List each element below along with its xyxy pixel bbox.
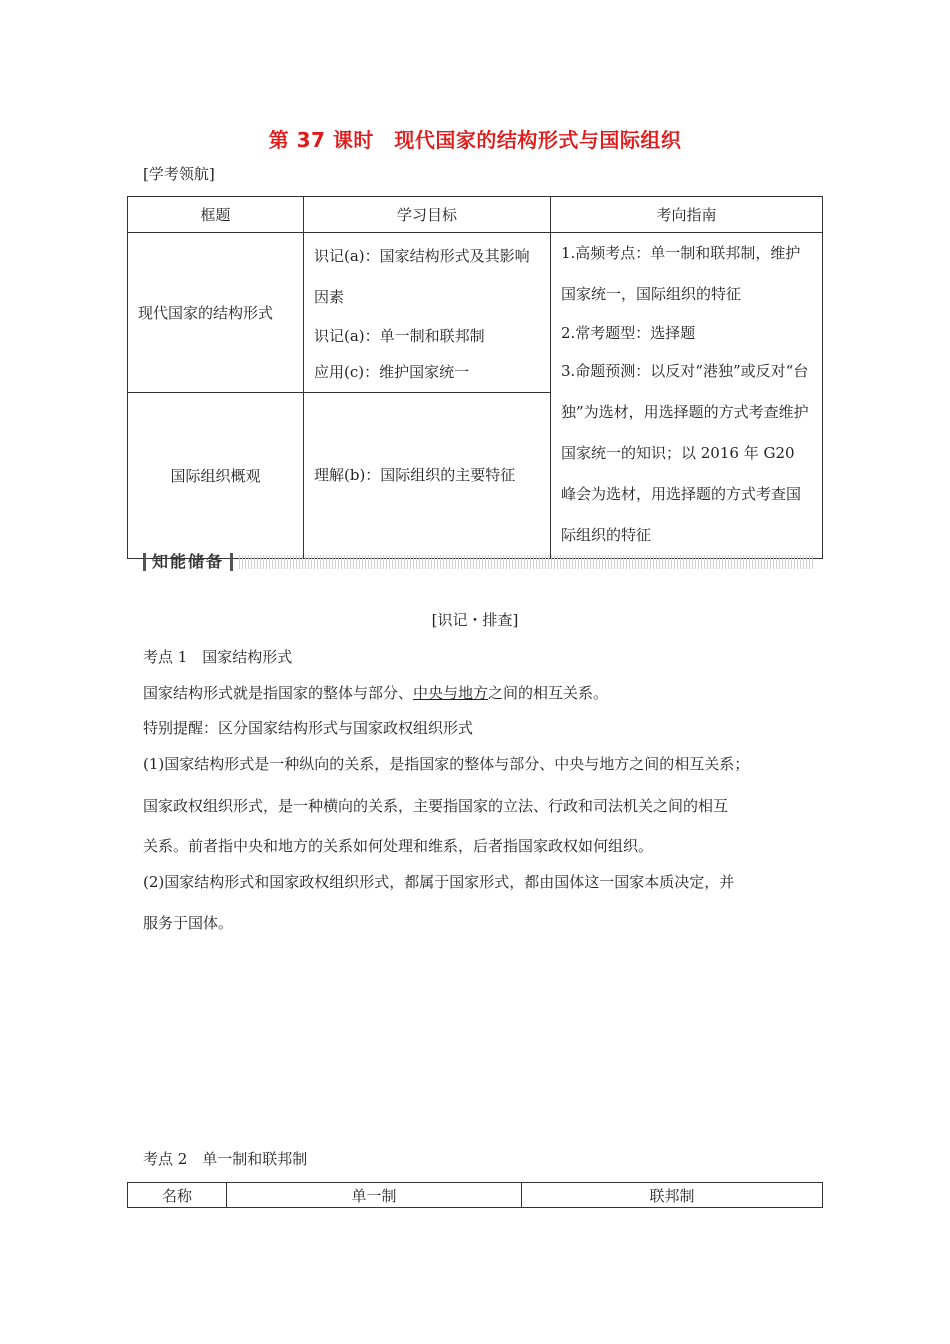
guidance-item: 2.常考题型：选择题 [561,324,696,342]
definition-text: 国家结构形式就是指国家的整体与部分、 [143,684,414,702]
goal-item: 识记(a)：国家结构形式及其影响因素 [314,246,530,306]
header-federal: 联邦制 [522,1183,823,1208]
point1-item2-line: (2)国家结构形式和国家政权组织形式，都属于国家形式，都由国体这一国家本质决定，并 [143,873,735,891]
study-guide-table [127,196,823,559]
point1-item1-line: 关系。前者指中央和地方的关系如何处理和维系，后者指国家政权如何组织。 [143,837,654,855]
point1-item1-line: 国家政权组织形式，是一种横向的关系，主要指国家的立法、行政和司法机关之间的相互 [143,797,729,815]
point1-item1-line: (1)国家结构形式是一种纵向的关系，是指国家的整体与部分、中央与地方之间的相互关系； [143,755,750,773]
table-header-row [128,197,823,233]
guidance-cell [551,233,823,559]
point1-heading: 考点 1 国家结构形式 [143,648,293,666]
subsection-label: [识记・排查] [431,611,519,629]
goals-cell [304,233,551,393]
page-title: 第 37 课时 现代国家的结构形式与国际组织 [268,128,682,152]
guidance-item: 3.命题预测：以反对“港独”或反对“台独”为选材，用选择题的方式考查维护国家统一的知识；以 2016 年 G20 峰会为选材，用选择题的方式考查国际组织的特征 [561,362,809,544]
goals-cell [304,393,551,559]
topic-cell: 现代国家的结构形式 [128,233,304,393]
header-guidance: 考向指南 [551,197,823,233]
definition-underlined: 中央与地方 [413,684,489,702]
goal-item: 识记(a)：单一制和联邦制 [314,326,485,345]
header-unitary: 单一制 [227,1183,522,1208]
goal-item: 理解(b)：国际组织的主要特征 [314,466,516,485]
section-banner-title: 知能储备 [143,553,233,571]
header-topic: 框题 [128,197,304,233]
banner-pattern [239,555,815,569]
header-name: 名称 [128,1183,227,1208]
comparison-table [127,1182,823,1208]
table-header-row [128,1183,823,1208]
point2-heading: 考点 2 单一制和联邦制 [143,1150,308,1168]
header-goals: 学习目标 [304,197,551,233]
guidance-item: 1.高频考点：单一制和联邦制，维护国家统一，国际组织的特征 [561,244,801,303]
definition-text: 之间的相互关系。 [488,684,609,702]
topic-cell: 国际组织概观 [128,393,304,559]
study-guide-label: [学考领航] [143,165,215,183]
section-banner [143,551,815,573]
point1-tip: 特别提醒：区分国家结构形式与国家政权组织形式 [143,719,474,737]
point1-item2-line: 服务于国体。 [143,914,234,932]
point1-definition [143,683,608,703]
table-row [128,233,823,393]
goal-item: 应用(c)：维护国家统一 [314,362,470,381]
